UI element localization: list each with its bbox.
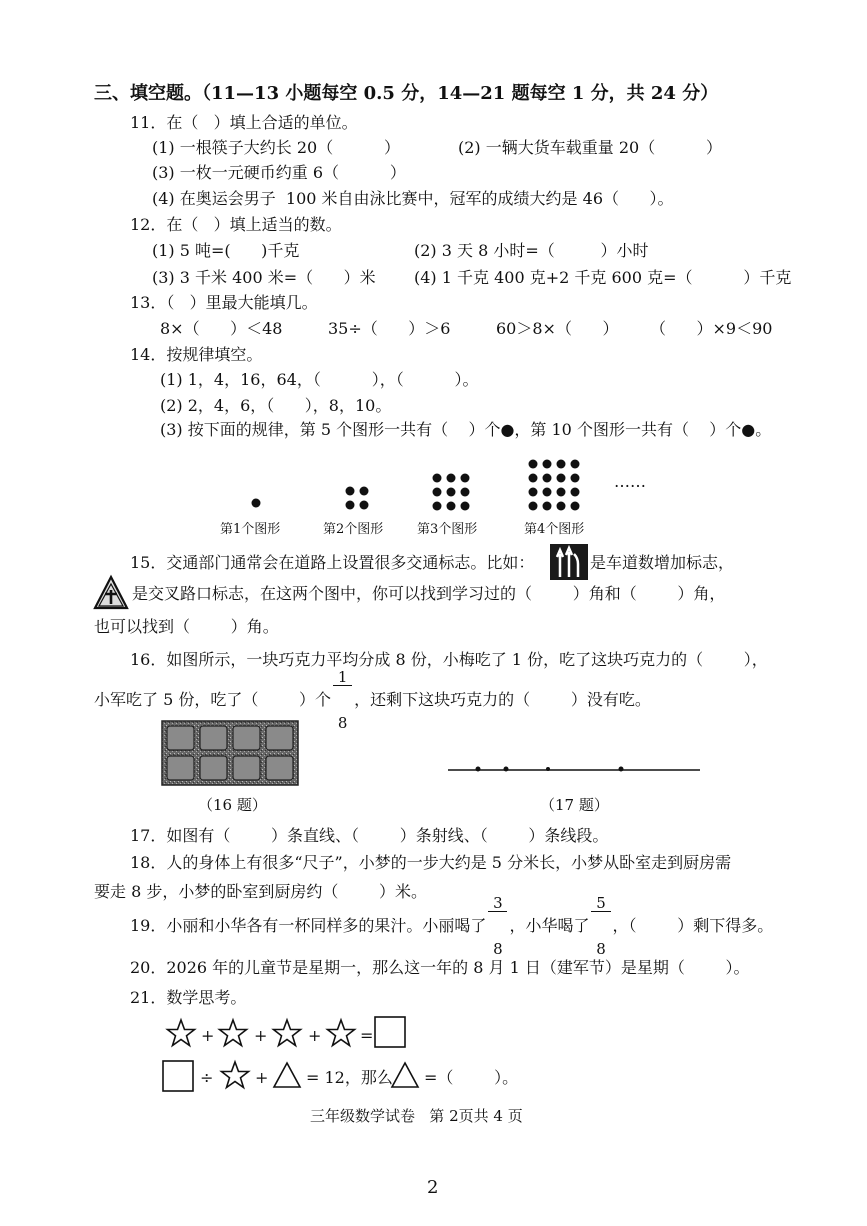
figure-2-dots <box>346 487 369 510</box>
q19-line <box>130 893 774 958</box>
plus-sign: + <box>255 1068 269 1087</box>
q11-item-3: (3) 一枚一元硬币约重 6（ ） <box>152 163 406 182</box>
q15-line-2: 是交叉路口标志，在这两个图中，你可以找到学习过的（ ）角和（ ）角， <box>132 584 726 603</box>
q16-line-2 <box>94 667 651 732</box>
intersection-sign-icon <box>94 576 128 610</box>
line-segment-figure <box>446 762 706 776</box>
lane-increase-sign-icon <box>550 544 588 580</box>
q11-item-1: (1) 一根筷子大约长 20（ ） <box>152 138 401 157</box>
star-icon <box>218 1019 248 1047</box>
page-number: 2 <box>427 1177 439 1198</box>
q16-caption: （16 题） <box>198 796 267 814</box>
q12-item-1: (1) 5 吨=( )千克 <box>152 241 300 260</box>
q21-stem: 21．数学思考。 <box>130 988 247 1007</box>
chocolate-bar-figure <box>162 721 298 785</box>
q19-text-b: ，小华喝了 <box>509 916 590 935</box>
q13-item-2: 35÷（ ）＞6 <box>328 319 451 338</box>
q11-stem: 11．在（ ）填上合适的单位。 <box>130 113 358 132</box>
q19-fraction-1-den: 8 <box>493 939 503 958</box>
q15-line-1: 15．交通部门通常会在道路上设置很多交通标志。比如： <box>130 553 535 572</box>
q16-fraction <box>333 640 352 761</box>
q19-fraction-1-num: 3 <box>488 896 507 912</box>
star-icon <box>272 1019 302 1047</box>
q17-caption: （17 题） <box>540 796 609 814</box>
q12-item-2: (2) 3 天 8 小时=（ ）小时 <box>414 241 649 260</box>
answer-blank: =（ ）。 <box>424 1068 519 1087</box>
plus-sign: + <box>254 1026 268 1045</box>
q18-line-2: 要走 8 步，小梦的卧室到厨房约（ ）米。 <box>94 882 428 901</box>
point-3 <box>546 767 550 771</box>
star-icon <box>220 1061 250 1089</box>
q11-item-4: (4) 在奥运会男子 100 米自由泳比赛中，冠军的成绩大约是 46（ ）。 <box>152 189 674 208</box>
point-2 <box>504 767 509 772</box>
q13-stem: 13．（ ）里最大能填几。 <box>130 293 318 312</box>
point-4 <box>619 767 624 772</box>
q15-line-1b: 是车道数增加标志， <box>590 553 735 572</box>
equals-sign: = <box>360 1026 374 1045</box>
q16-line-1: 16．如图所示，一块巧克力平均分成 8 份，小梅吃了 1 份，吃了这块巧克力的（ ）， <box>130 650 768 669</box>
q13-item-3: 60＞8×（ ） <box>496 319 619 338</box>
star-icon <box>326 1019 356 1047</box>
q16-line-2a: 小军吃了 5 份，吃了（ ）个 <box>94 690 332 709</box>
figure-4-caption: 第4个图形 <box>524 522 585 537</box>
page-footer: 三年级数学试卷 第 2页共 4 页 <box>310 1107 523 1125</box>
section-title: 三、填空题。（11—13 小题每空 0.5 分，14—21 题每空 1 分，共 24 分） <box>94 83 719 104</box>
figure-4-dots <box>529 460 580 511</box>
q13-item-4: （ ）×9＜90 <box>650 319 773 338</box>
q19-fraction-2-num: 5 <box>591 896 610 912</box>
q20-text: 20．2026 年的儿童节是星期一，那么这一年的 8 月 1 日（建军节）是星期（ ）。 <box>130 958 750 977</box>
q13-item-1: 8×（ ）＜48 <box>160 319 283 338</box>
figure-1-caption: 第1个图形 <box>220 522 281 537</box>
q11-item-2: (2) 一辆大货车载重量 20（ ） <box>458 138 723 157</box>
point-1 <box>476 767 481 772</box>
q19-fraction-2-den: 8 <box>596 939 606 958</box>
figure-3-caption: 第3个图形 <box>417 522 478 537</box>
q12-stem: 12．在（ ）填上适当的数。 <box>130 215 342 234</box>
q19-text-a: 19．小丽和小华各有一杯同样多的果汁。小丽喝了 <box>130 916 487 935</box>
q14-item-3: (3) 按下面的规律，第 5 个图形一共有（ ）个●，第 10 个图形一共有（ ）个●。 <box>160 420 772 439</box>
triangle-icon <box>390 1061 420 1089</box>
q16-line-2b: ，还剩下这块巧克力的（ ）没有吃。 <box>354 690 651 709</box>
star-icon <box>166 1019 196 1047</box>
q16-fraction-num: 1 <box>333 670 352 686</box>
plus-sign: + <box>308 1026 322 1045</box>
figure-3-dots <box>433 474 470 511</box>
figure-2-caption: 第2个图形 <box>323 522 384 537</box>
q12-item-3: (3) 3 千米 400 米=（ ）米 <box>152 268 376 287</box>
q16-fraction-den: 8 <box>337 713 348 732</box>
figure-1-dot <box>252 499 261 508</box>
plus-sign: + <box>201 1026 215 1045</box>
square-box-icon <box>162 1060 194 1092</box>
equals-12-text: = 12，那么 <box>306 1068 393 1087</box>
divide-sign: ÷ <box>200 1068 214 1087</box>
triangle-icon <box>272 1061 302 1089</box>
q18-line-1: 18．人的身体上有很多“尺子”，小梦的一步大约是 5 分米长，小梦从卧室走到厨房需 <box>130 853 732 872</box>
figure-ellipsis: …… <box>614 472 646 491</box>
q12-item-4: (4) 1 千克 400 克+2 千克 600 克=（ ）千克 <box>414 268 792 287</box>
q17-text: 17．如图有（ ）条直线、（ ）条射线、（ ）条线段。 <box>130 826 609 845</box>
q14-item-2: (2) 2，4，6，（ ），8，10。 <box>160 396 392 415</box>
q19-text-c: ，（ ）剩下得多。 <box>612 916 774 935</box>
square-box-icon <box>374 1016 406 1048</box>
q15-line-3: 也可以找到（ ）角。 <box>94 617 279 636</box>
q14-item-1: (1) 1，4，16，64，（ ），（ ）。 <box>160 370 479 389</box>
q14-stem: 14．按规律填空。 <box>130 345 263 364</box>
